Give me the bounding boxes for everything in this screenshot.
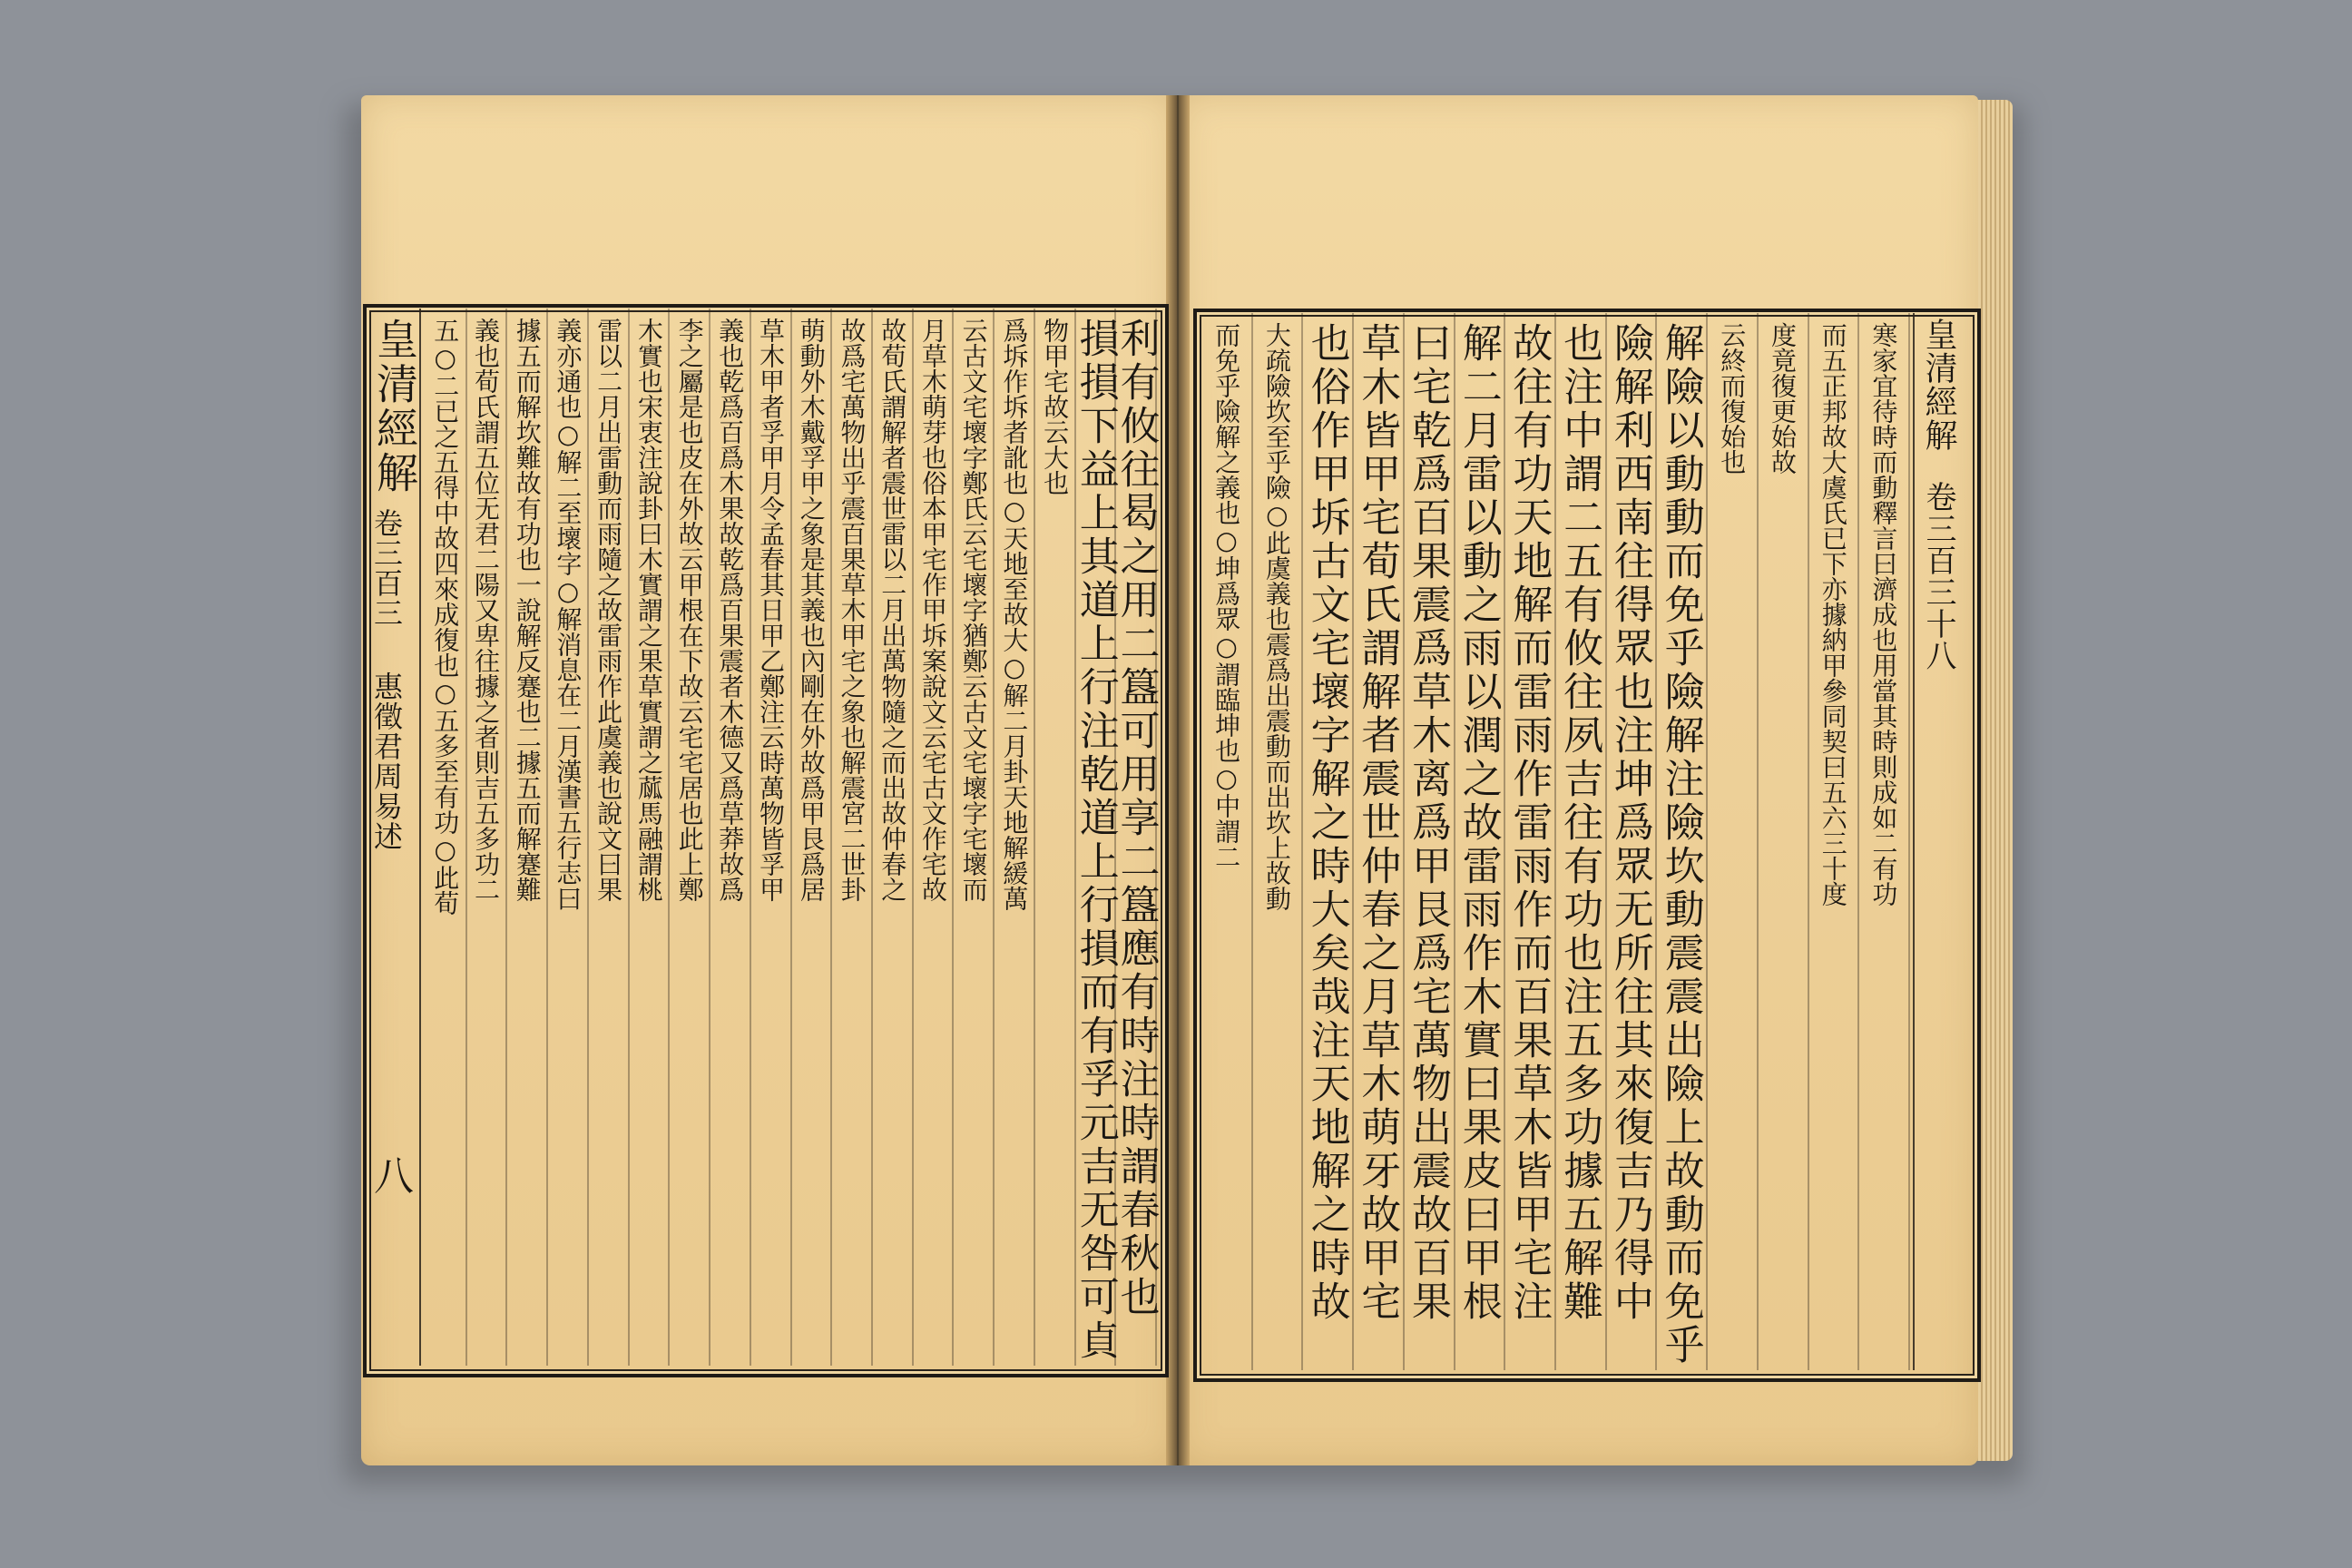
right-text-column: 寒家宜待時而動釋言曰濟成也用當其時則成如二有功 [1868, 322, 1899, 906]
right-text-column: 而五正邦故大虞氏已下亦據納甲參同契曰五六三十度 [1818, 322, 1848, 906]
right-text-column: 而免乎險解之義也○坤爲眾○謂臨坤也○中謂二 [1211, 322, 1242, 869]
right-text-column: 險解利西南往得眾也注坤爲眾无所往其來復吉乃得中 [1606, 322, 1653, 1324]
left-text-column: 萌動外木戴孚甲之象是其義也內剛在外故爲甲艮爲居 [796, 318, 827, 902]
left-text-column: 草木甲者孚甲月令孟春其日甲乙鄭注云時萬物皆孚甲 [756, 318, 787, 902]
left-text-column-rule [1155, 309, 1157, 1366]
right-text-column: 故往有功天地解而雷雨作雷雨作而百果草木皆甲宅注 [1505, 322, 1553, 1324]
right-margin-volume: 卷三百三十八 [1920, 481, 1956, 671]
right-text-column: 也俗作甲坼古文宅壞字解之時大矣哉注天地解之時故 [1303, 322, 1350, 1324]
left-text-column: 雷以二月出雷動而雨隨之故雷雨作此虞義也說文曰果 [593, 318, 624, 902]
left-margin-volume: 卷三百三 [369, 508, 404, 628]
left-text-column: 義也乾爲百爲木果故乾爲百果震者木德又爲草莽故爲 [715, 318, 746, 902]
right-text-column: 也注中謂二五有攸往夙吉往有功也注五多功據五解難 [1556, 322, 1603, 1324]
right-text-column-rule [1908, 313, 1910, 1370]
left-text-column: 物甲宅故云大也 [1040, 318, 1071, 495]
left-page-number: 八 [374, 1153, 414, 1200]
right-text-column: 草木皆甲宅荀氏謂解者震世仲春之月草木萌牙故甲宅 [1354, 322, 1401, 1324]
left-text-column: 利有攸往曷之用二簋可用享二簋應有時注時謂春秋也 [1112, 318, 1160, 1319]
right-text-column: 大疏險坎至乎險○此虞義也震爲出震動而出坎上故動 [1261, 322, 1292, 911]
left-text-column: 損損下益上其道上行注乾道上行損而有孚元吉无咎可貞 [1072, 318, 1119, 1363]
left-text-column: 云古文宅壞字鄭氏云宅壞字猶鄭云古文宅壞字宅壞而 [958, 318, 989, 902]
right-margin-title: 皇清經解 [1920, 318, 1957, 452]
left-text-column: 木實也宋衷注說卦曰木實謂之果草實謂之蓏馬融謂桃 [633, 318, 664, 902]
left-text-column: 故爲宅萬物出乎震百果草木甲宅之象也解震宮二世卦 [837, 318, 867, 902]
left-text-column: 李之屬是也皮在外故云甲根在下故云宅宅居也此上鄭 [674, 318, 705, 902]
left-text-column: 故荀氏謂解者震世雷以二月出萬物隨之而出故仲春之 [877, 318, 908, 902]
book-gutter [1166, 95, 1190, 1465]
left-text-column: 義亦通也○解二至壞字○解消息在二月漢書五行志曰 [553, 318, 583, 911]
right-text-column: 曰宅乾爲百果震爲草木离爲甲艮爲宅萬物出震故百果 [1404, 322, 1451, 1324]
right-text-column: 云終而復始也 [1717, 322, 1748, 475]
right-text-column: 解險以動動而免乎險解注險坎動震震出險上故動而免乎 [1657, 322, 1704, 1367]
left-margin-subject: 惠徵君周易述 [369, 671, 404, 851]
left-text-column: 月草木萌芽也俗本甲宅作甲坼案說文云宅古文作宅故 [917, 318, 948, 902]
left-margin-rule [419, 309, 421, 1366]
right-text-column: 度竟復更始故 [1767, 322, 1798, 475]
right-margin-rule [1913, 313, 1915, 1370]
left-text-column: 爲坼作坼者訛也○天地至故大○解二月卦天地解緩萬 [999, 318, 1030, 911]
right-text-column: 解二月雷以動之雨以潤之故雷雨作木實曰果皮曰甲根 [1455, 322, 1502, 1324]
left-text-column: 義也荀氏謂五位无君二陽又卑往據之者則吉五多功二 [470, 318, 501, 902]
left-margin-title: 皇清經解 [370, 318, 419, 495]
left-text-column: 據五而解坎難故有功也一說解反蹇也二據五而解蹇難 [512, 318, 543, 902]
left-text-column: 五○二已之五得中故四來成復也○五多至有功○此荀 [430, 318, 461, 916]
